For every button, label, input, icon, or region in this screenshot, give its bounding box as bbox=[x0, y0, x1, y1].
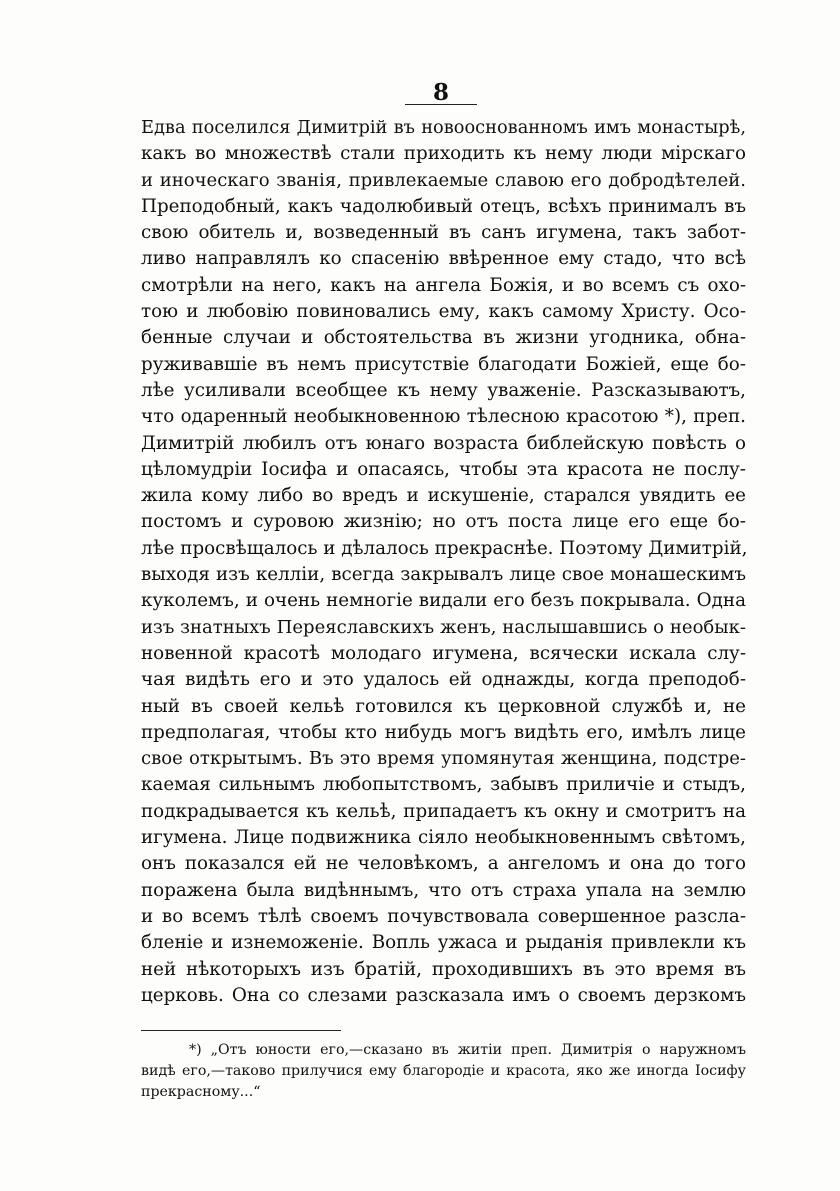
text-line: тою и любовію повиновались ему, какъ самому Христу. Осо- bbox=[141, 301, 746, 323]
text-line: изъ знатныхъ Переяславскихъ женъ, наслышавшись о необык- bbox=[141, 616, 746, 638]
body-text bbox=[141, 115, 746, 1009]
footnote bbox=[141, 1040, 746, 1103]
footnote-line: *) „Отъ юности его,—сказано въ житіи преп. Димитрія о наружномъ bbox=[189, 1042, 746, 1058]
text-line: руживавшіе въ немъ присутствіе благодати Божіей, еще бо- bbox=[141, 353, 746, 375]
text-line: куколемъ, и очень немногіе видали его безъ покрывала. Одна bbox=[141, 590, 746, 612]
text-line: игумена. Лице подвижника сіяло необыкновеннымъ свѣтомъ, bbox=[141, 827, 746, 849]
text-line: церковь. Она со слезами разсказала имъ о своемъ дерзкомъ bbox=[141, 984, 746, 1006]
text-line: бенные случаи и обстоятельства въ жизни угодника, обна- bbox=[141, 327, 746, 349]
text-line: выходя изъ келліи, всегда закрывалъ лице свое монашескимъ bbox=[141, 564, 746, 586]
text-line: лѣе просвѣщалось и дѣлалось прекраснѣе. Поэтому Димитрій, bbox=[141, 537, 748, 559]
text-line: ней нѣкоторыхъ изъ братій, проходившихъ въ это время въ bbox=[141, 958, 746, 980]
text-line: каемая сильнымъ любопытствомъ, забывъ приличіе и стыдъ, bbox=[141, 774, 746, 796]
text-line: чая видѣть его и это удалось ей однажды, когда преподоб- bbox=[141, 669, 746, 691]
text-line: Едва поселился Димитрій въ новооснованномъ имъ монастырѣ, bbox=[141, 117, 746, 138]
text-line: жила кому либо во вредъ и искушеніе, старался увядить ее bbox=[141, 485, 746, 507]
text-line: что одаренный необыкновенною тѣлесною красотою *), преп. bbox=[141, 406, 746, 428]
text-line: и во всемъ тѣлѣ своемъ почувствовала совершенное разсла- bbox=[141, 905, 746, 927]
text-line: свою обитель и, возведенный въ санъ игумена, такъ забот- bbox=[141, 222, 746, 244]
text-line: ный въ своей кельѣ готовился къ церковной службѣ и, не bbox=[141, 695, 746, 717]
text-line: Преподобный, какъ чадолюбивый отецъ, всѣхъ принималъ въ bbox=[141, 195, 746, 217]
page-number-rule bbox=[405, 104, 477, 105]
footnote-line: прекрасному...“ bbox=[141, 1084, 261, 1100]
footnote-rule bbox=[141, 1030, 341, 1031]
text-line: подкрадывается къ кельѣ, припадаетъ къ окну и смотритъ на bbox=[141, 800, 746, 822]
text-line: постомъ и суровою жизнію; но отъ поста лице его еще бо- bbox=[141, 511, 746, 533]
text-line: цѣломудріи Іосифа и опасаясь, чтобы эта красота не послу- bbox=[141, 458, 746, 480]
text-line: смотрѣли на него, какъ на ангела Божія, и во всемъ съ охо- bbox=[141, 274, 746, 296]
text-line: и иноческаго званія, привлекаемые славою его добродѣтелей. bbox=[141, 169, 746, 191]
text-line: ливо направлялъ ко спасенію ввѣренное ему стадо, что всѣ bbox=[141, 248, 746, 270]
text-line: свое открытымъ. Въ это время упомянутая женщина, подстре- bbox=[141, 748, 746, 770]
text-line: какъ во множествѣ стали приходить къ нему люди мірскаго bbox=[141, 143, 746, 165]
text-line: лѣе усиливали всеобщее къ нему уваженіе. Разсказываютъ, bbox=[141, 379, 746, 401]
text-line: предполагая, чтобы кто нибудь могъ видѣть его, имѣлъ лице bbox=[141, 721, 746, 743]
text-line: Димитрій любилъ отъ юнаго возраста библейскую повѣсть о bbox=[141, 432, 746, 454]
text-line: бленіе и изнеможеніе. Вопль ужаса и рыданія привлекли къ bbox=[141, 932, 746, 954]
footnote-line: видѣ его,—таково прилучися ему благородіе и красота, яко же иногда Іосифу bbox=[141, 1063, 746, 1079]
text-line: новенной красотѣ молодаго игумена, всячески искала слу- bbox=[141, 642, 746, 664]
text-line: поражена была видѣннымъ, что отъ страха упала на землю bbox=[141, 879, 746, 901]
text-line: онъ показался ей не человѣкомъ, а ангеломъ и она до того bbox=[141, 853, 746, 875]
page-number: 8 bbox=[432, 79, 449, 106]
